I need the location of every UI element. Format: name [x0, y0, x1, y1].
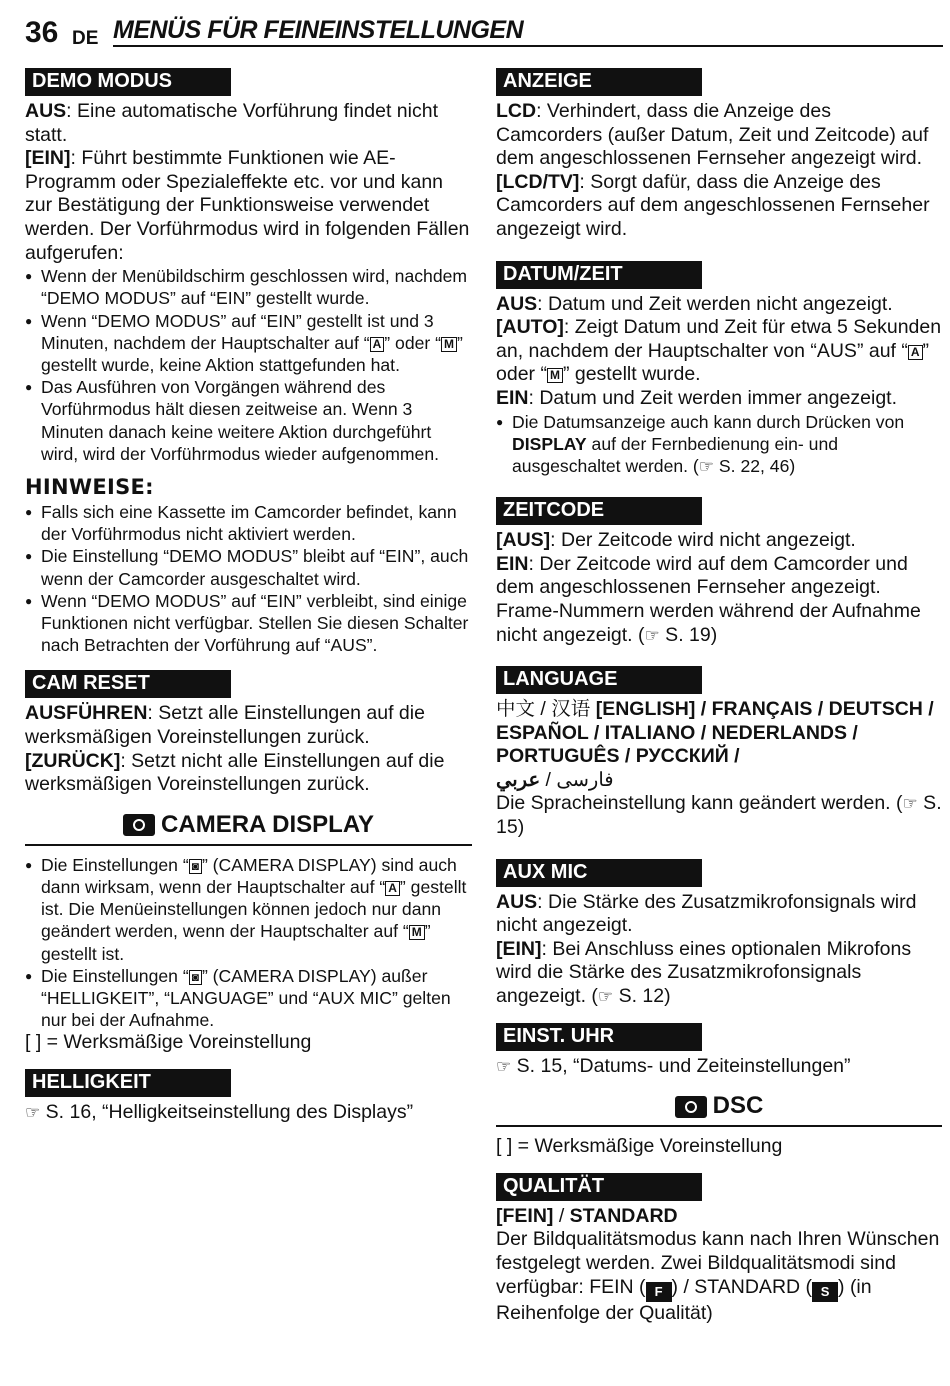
list-item: ● Die Datumsanzeige auch kann durch Drücken von DISPLAY auf der Fernbedienung ein- und ausgeschaltet werden. (☞ S. 22, 46) [496, 411, 942, 479]
reference-icon: ☞ [644, 625, 660, 645]
list-item: ● Die Einstellung “DEMO MODUS” bleibt auf “EIN”, auch wenn der Camcorder ausgeschaltet wird. [25, 545, 472, 589]
hinweise-list [25, 501, 472, 656]
datum-auto: [AUTO]: Zeigt Datum und Zeit für etwa 5 Sekunden an, nachdem der Hauptschalter von “AUS” auf “ A ” oder “ M ” gestellt wurde. [496, 316, 942, 386]
list-item: ● Das Ausführen von Vorgängen während des Vorführmodus hält diesen zeitweise an. Wenn 3 Minuten danach keine weitere Aktion durchgeführt wird, wird der Vorführmodus wieder aufgenommen. [25, 376, 472, 465]
aux-mic-aus: AUS: Die Stärke des Zusatzmikrofonsignals wird nicht angezeigt. [496, 890, 917, 937]
language-code: DE [72, 28, 99, 49]
datum-aus: AUS: Datum und Zeit werden nicht angezeigt. [496, 292, 893, 315]
section-title-helligkeit: HELLIGKEIT [25, 1069, 231, 1097]
page-header [25, 14, 943, 48]
dsc-heading: DSC [496, 1092, 942, 1127]
demo-bullet-list [25, 265, 472, 465]
datum-ein: EIN: Datum und Zeit werden immer angezeigt. [496, 386, 898, 409]
list-item: ● Die Einstellungen “ ◙ ” (CAMERA DISPLAY) außer “HELLIGKEIT”, “LANGUAGE” und “AUX MIC” gelten nur bei der Aufnahme. [25, 965, 472, 1032]
default-setting-note: [ ] = Werksmäßige Voreinstellung [496, 1135, 783, 1158]
anzeige-lcdtv: [LCD/TV]: Sorgt dafür, dass die Anzeige des Camcorders auf dem angeschlossenen Fernseher angezeigt wird. [496, 170, 930, 240]
section-title-anzeige: ANZEIGE [496, 68, 702, 96]
reference-icon: ☞ [902, 794, 918, 814]
camera-display-icon: ◙ [189, 970, 202, 985]
list-item: ● Wenn “DEMO MODUS” auf “EIN” verbleibt, sind einige Funktionen nicht verfügbar. Stellen Sie diesen Schalter nach Betrachten der Vorführung auf “AUS”. [25, 590, 472, 657]
reference-icon: ☞ [496, 1056, 512, 1076]
qualitaet-options: [FEIN] / STANDARD [496, 1204, 678, 1227]
manual-mode-icon: M [547, 368, 563, 383]
demo-ein-text: [EIN]: Führt bestimmte Funktionen wie AE-Programm oder Spezialeffekte etc. vor und kann zur Bestätigung der Funktionsweise verwendet werden. Der Vorführmodus wird in folgenden Fällen aufgerufen: [25, 147, 470, 264]
einst-uhr-reference: ☞ S. 15, “Datums- und Zeiteinstellungen” [496, 1054, 851, 1077]
left-column [25, 68, 472, 1125]
qualitaet-text: Der Bildqualitätsmodus kann nach Ihren Wünschen festgelegt werden. Zwei Bildqualitätsmodi sind verfügbar: FEIN ( F ) / STANDARD ( S ) (in Reihenfolge der Qualität) [496, 1228, 940, 1324]
section-title-zeitcode: ZEITCODE [496, 497, 702, 525]
section-title-datum-zeit: DATUM/ZEIT [496, 261, 702, 289]
section-title-einst-uhr: EINST. UHR [496, 1023, 702, 1051]
list-item: ● Falls sich eine Kassette im Camcorder befindet, kann der Vorführmodus nicht aktiviert werden. [25, 501, 472, 545]
camera-display-icon: ◙ [189, 859, 202, 874]
list-item: ● Wenn “DEMO MODUS” auf “EIN” gestellt ist und 3 Minuten, nachdem der Hauptschalter auf “ A ” oder “ M ” gestellt wurde, keine Aktion stattgefunden hat. [25, 310, 472, 377]
auto-mode-icon: A [385, 881, 400, 896]
camera-icon [675, 1096, 707, 1118]
anzeige-lcd: LCD: Verhindert, dass die Anzeige des Camcorders (außer Datum, Zeit und Zeitcode) auf dem angeschlossenen Fernseher angezeigt wird. [496, 100, 929, 170]
cam-reset-zurueck: [ZURÜCK]: Setzt nicht alle Einstellungen auf die werksmäßigen Voreinstellungen zurück. [25, 749, 445, 796]
helligkeit-reference: ☞ S. 16, “Helligkeitseinstellung des Displays” [25, 1101, 414, 1123]
page-number: 36 [25, 16, 59, 49]
manual-mode-icon: M [409, 925, 425, 940]
fine-quality-icon: F [646, 1282, 672, 1302]
camera-display-list [25, 854, 472, 1032]
reference-icon: ☞ [25, 1103, 41, 1122]
zeitcode-ein: EIN: Der Zeitcode wird auf dem Camcorder und dem angeschlossenen Fernseher angezeigt. Frame-Nummern werden während der Aufnahme nicht angezeigt. (☞ S. 19) [496, 552, 921, 646]
manual-mode-icon: M [441, 337, 457, 352]
reference-icon: ☞ [597, 987, 614, 1007]
right-column [496, 68, 942, 1325]
language-options-rtl: فارسی / عربي [496, 768, 614, 791]
section-title-language: LANGUAGE [496, 666, 702, 694]
language-note: Die Spracheinstellung kann geändert werden. (☞ S. 15) [496, 792, 942, 839]
default-setting-note: [ ] = Werksmäßige Voreinstellung [25, 1031, 312, 1054]
section-title-cam-reset: CAM RESET [25, 670, 231, 698]
language-options: 中文 / 汉语 [ENGLISH] / FRANÇAIS / DEUTSCH / ESPAÑOL / ITALIANO / NEDERLANDS / PORTUGUÊS / РУССКИЙ / [496, 698, 934, 768]
reference-icon: ☞ [698, 456, 715, 476]
zeitcode-aus: [AUS]: Der Zeitcode wird nicht angezeigt. [496, 529, 856, 552]
auto-mode-icon: A [370, 337, 385, 352]
section-title-demo-modus: DEMO MODUS [25, 68, 231, 96]
standard-quality-icon: S [812, 1282, 838, 1302]
section-title-aux-mic: AUX MIC [496, 859, 702, 887]
hinweise-heading: HINWEISE: [25, 474, 154, 499]
auto-mode-icon: A [908, 345, 923, 360]
list-item: ● Wenn der Menübildschirm geschlossen wird, nachdem “DEMO MODUS” auf “EIN” gestellt wurde. [25, 265, 472, 309]
page-title: MENÜS FÜR FEINEINSTELLUNGEN [113, 16, 524, 44]
datum-list [496, 411, 942, 479]
camera-display-icon [123, 814, 155, 836]
list-item: ● Die Einstellungen “ ◙ ” (CAMERA DISPLAY) sind auch dann wirksam, wenn der Hauptschalter auf “ A ” gestellt ist. Die Menüeinstellungen können jedoch nur dann geändert werden, wenn der Hauptschalter auf “ M ” gestellt ist. [25, 854, 472, 965]
aux-mic-ein: [EIN]: Bei Anschluss eines optionalen Mikrofons wird die Stärke des Zusatzmikrofonsignals angezeigt. (☞ S. 12) [496, 937, 912, 1008]
camera-display-heading: CAMERA DISPLAY [25, 811, 472, 846]
section-title-qualitaet: QUALITÄT [496, 1173, 702, 1201]
demo-aus-text: AUS: Eine automatische Vorführung findet nicht statt. [25, 100, 438, 146]
cam-reset-ausfuehren: AUSFÜHREN: Setzt alle Einstellungen auf die werksmäßigen Voreinstellungen zurück. [25, 702, 425, 748]
header-rule [113, 45, 943, 47]
